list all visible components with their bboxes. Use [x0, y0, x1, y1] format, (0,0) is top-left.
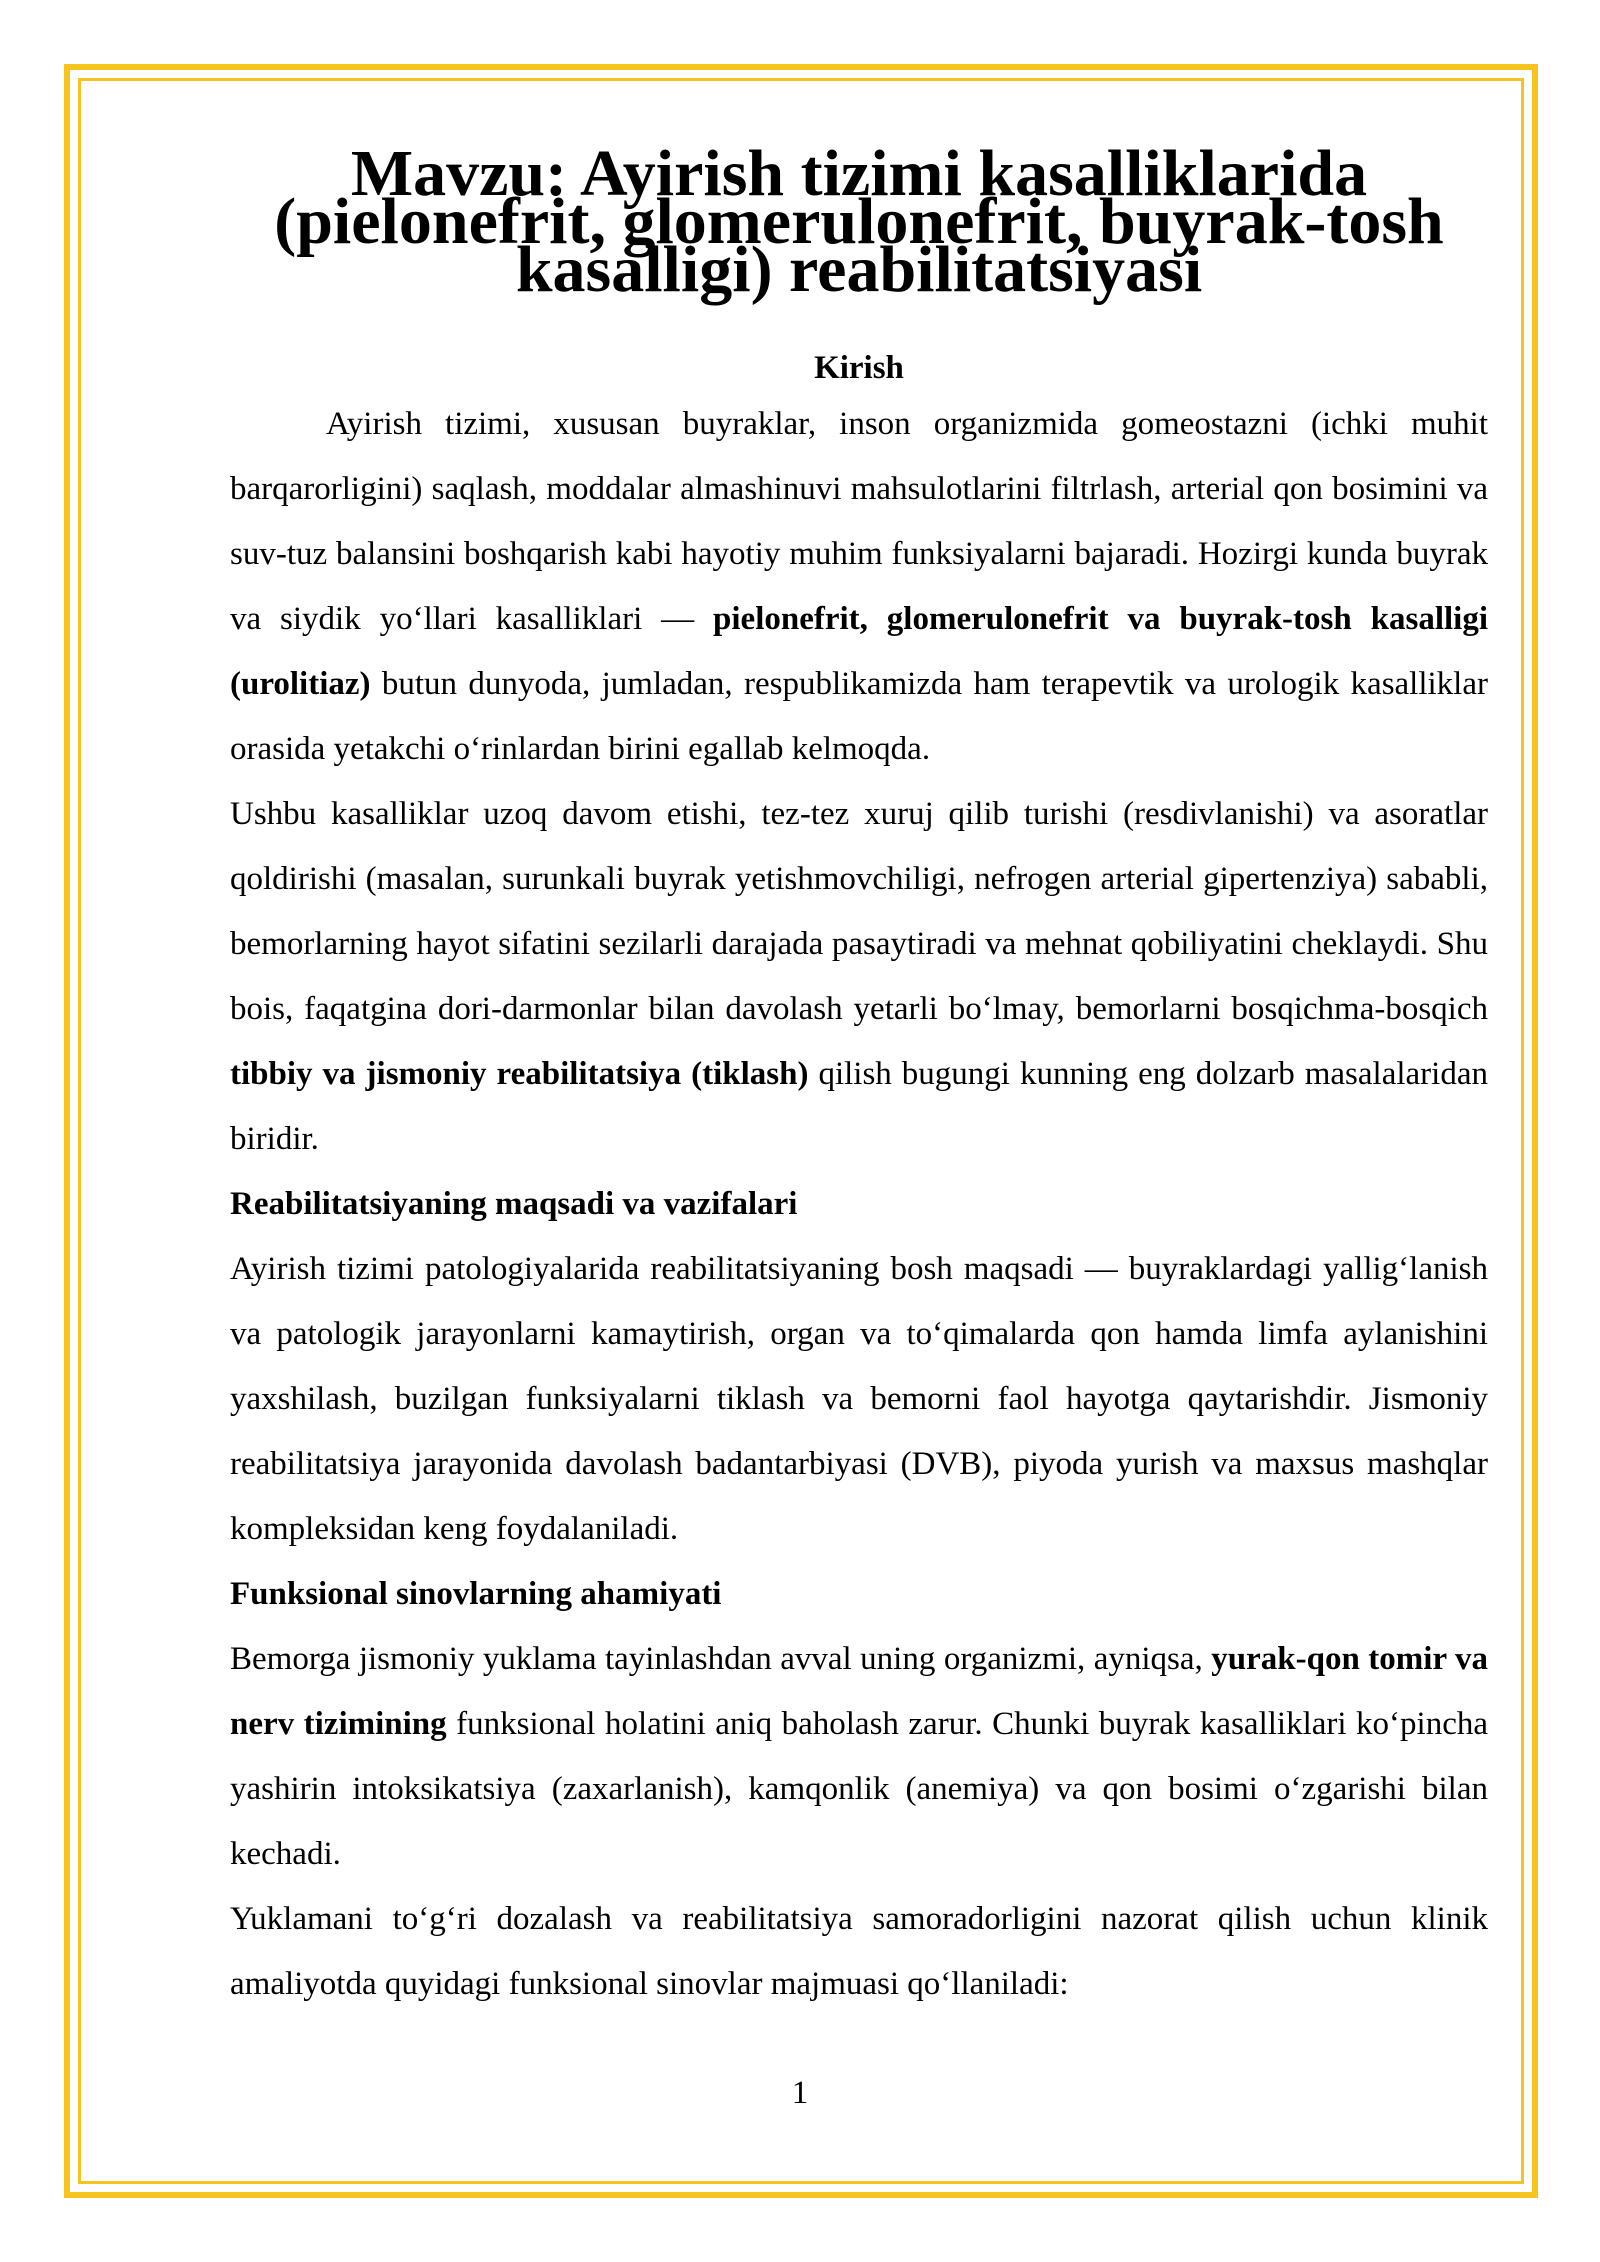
- intro-heading: Kirish: [814, 350, 904, 386]
- paragraph-diseases-bold: tibbiy va jismoniy reabilitatsiya (tiklash): [230, 1056, 809, 1092]
- page-number: 1: [791, 2075, 809, 2111]
- paragraph-tests-bold: yurak-qon tomir va nerv tizimining: [230, 1641, 1488, 1742]
- section-heading-goals: Reabilitatsiyaning maqsadi va vazifalari: [230, 1186, 798, 1222]
- paragraph-intro-text-1: Ayirish tizimi, xususan buyraklar, inson organizmida gomeostazni (ichki muhit barqarorligini) saqlash, moddalar almashinuvi mahsulotlarini filtrlash, arterial qon bosimini va suv-tuz balansini boshqarish kabi hayotiy muhim funksiyalarni bajaradi. Hozirgi kunda buyrak va siydik yo‘llari kasalliklari —: [230, 406, 1488, 637]
- paragraph-tests-text-1: Bemorga jismoniy yuklama tayinlashdan avval uning organizmi, ayniqsa,: [230, 1641, 1212, 1677]
- paragraph-intro: [230, 392, 1488, 782]
- paragraph-goals: Ayirish tizimi patologiyalarida reabilitatsiyaning bosh maqsadi — buyraklardagi yallig‘lanish va patologik jarayonlarni kamaytirish, organ va to‘qimalarda qon hamda limfa aylanishini yaxshilash, buzilgan funksiyalarni tiklash va bemorni faol hayotga qaytarishdir. Jismoniy reabilitatsiya jarayonida davolash badantarbiyasi (DVB), piyoda yurish va maxsus mashqlar kompleksidan keng foydalaniladi.: [230, 1251, 1488, 1547]
- paragraph-intro-text-2: butun dunyoda, jumladan, respublikamizda ham terapevtik va urologik kasalliklar orasida yetakchi o‘rinlardan birini egallab kelmoqda.: [230, 666, 1488, 767]
- paragraph-dosing: Yuklamani to‘g‘ri dozalash va reabilitatsiya samoradorligini nazorat qilish uchun klinik amaliyotda quyidagi funksional sinovlar majmuasi qo‘llaniladi:: [230, 1901, 1488, 2002]
- paragraph-diseases: [230, 782, 1488, 1172]
- paragraph-diseases-text-1: Ushbu kasalliklar uzoq davom etishi, tez-tez xuruj qilib turishi (resdivlanishi) va asoratlar qoldirishi (masalan, surunkali buyrak yetishmovchiligi, nefrogen arterial gipertenziya) sababli, bemorlarning hayot sifatini sezilarli darajada pasaytiradi va mehnat qobiliyatini cheklaydi. Shu bois, faqatgina dori-darmonlar bilan davolash yetarli bo‘lmay, bemorlarni bosqichma-bosqich: [230, 796, 1488, 1027]
- paragraph-tests: [230, 1627, 1488, 1887]
- document-title: Mavzu: Ayirish tizimi kasalliklarida (pielonefrit, glomerulonefrit, buyrak-tosh kasalligi) reabilitatsiyasi: [274, 137, 1444, 306]
- document-body: [230, 137, 1488, 2017]
- section-heading-tests: Funksional sinovlarning ahamiyati: [230, 1576, 722, 1612]
- paragraph-tests-text-2: funksional holatini aniq baholash zarur. Chunki buyrak kasalliklari ko‘pincha yashirin intoksikatsiya (zaxarlanish), kamqonlik (anemiya) va qon bosimi o‘zgarishi bilan kechadi.: [230, 1706, 1488, 1872]
- paragraph-intro-bold: pielonefrit, glomerulonefrit va buyrak-tosh kasalligi (urolitiaz): [230, 601, 1488, 702]
- paragraph-diseases-text-2: qilish bugungi kunning eng dolzarb masalalaridan biridir.: [230, 1056, 1488, 1157]
